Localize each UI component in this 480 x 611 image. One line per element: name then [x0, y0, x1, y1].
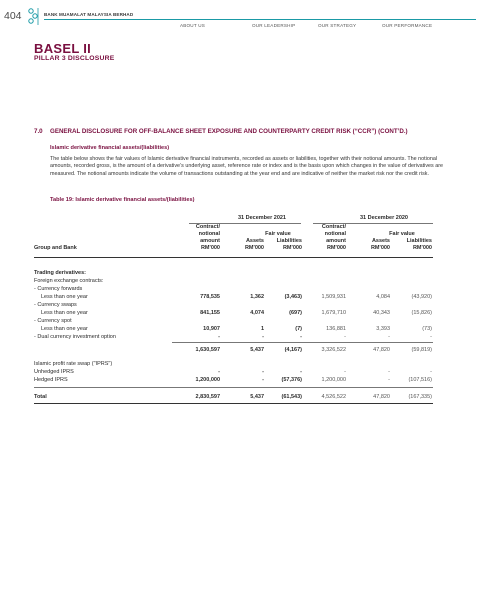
- cell: 841,155: [200, 310, 220, 316]
- cell: -: [218, 334, 220, 340]
- cell: -: [430, 369, 432, 375]
- cell: 3,393: [376, 326, 390, 332]
- row-label: Less than one year: [41, 310, 88, 316]
- col-unit-previous-2: RM'000: [370, 245, 390, 251]
- col-contract-previous: Contract/: [321, 224, 346, 230]
- cell: -: [388, 334, 390, 340]
- cell: -: [262, 369, 264, 375]
- section-subheading: Islamic derivative financial assets/(liabilities): [50, 145, 170, 151]
- cell: (697): [289, 310, 302, 316]
- cell: (43,920): [411, 294, 432, 300]
- nav-our-leadership[interactable]: OUR LEADERSHIP: [252, 23, 296, 28]
- cell: -: [388, 369, 390, 375]
- col-unit-current-1: RM'000: [200, 245, 220, 251]
- cell: -: [388, 377, 390, 383]
- page-number: 404: [4, 10, 22, 22]
- nav-our-performance[interactable]: OUR PERFORMANCE: [382, 23, 433, 28]
- cell-total: 2,830,597: [195, 394, 220, 400]
- row-header-group-bank: Group and Bank: [34, 245, 77, 251]
- company-name: BANK MUAMALAT MALAYSIA BERHAD: [44, 12, 134, 17]
- section-number: 7.0: [34, 128, 43, 135]
- cell: 1,200,000: [321, 377, 346, 383]
- row-label: Hedged IPRS: [34, 377, 68, 383]
- cell: 40,343: [373, 310, 390, 316]
- cell-total: (167,335): [408, 394, 432, 400]
- period-previous: 31 December 2020: [359, 215, 408, 221]
- row-label: - Dual currency investment option: [34, 334, 116, 340]
- nav-about-us[interactable]: ABOUT US: [180, 23, 205, 28]
- col-contract-current: Contract/: [195, 224, 220, 230]
- header-bottom-rule: [34, 257, 433, 258]
- cell-subtotal: 47,820: [373, 347, 390, 353]
- cell: -: [300, 334, 302, 340]
- cell: 1,200,000: [195, 377, 220, 383]
- col-fairvalue-current: Fair value: [265, 231, 291, 237]
- cell-total: (61,543): [281, 394, 302, 400]
- row-label: Less than one year: [41, 294, 88, 300]
- col-notional-current: notional: [198, 231, 220, 237]
- col-liabilities-previous: Liabilities: [406, 238, 432, 244]
- cell-subtotal: 5,437: [250, 347, 264, 353]
- col-amount-previous: amount: [326, 238, 346, 244]
- cell: 4,074: [250, 310, 264, 316]
- row-label: Unhedged IPRS: [34, 369, 74, 375]
- subtotal-top-rule: [172, 342, 433, 343]
- row-label: Less than one year: [41, 326, 88, 332]
- cell: 10,907: [203, 326, 220, 332]
- col-liabilities-current: Liabilities: [276, 238, 302, 244]
- section-paragraph: The table below shows the fair values of Islamic derivative financial instruments, recorded as assets or liabilities, together with their notional amounts. The notional amounts, recorded gross, is the amount of a derivative’s underlying asset, reference rate or index and is the basis upon which changes in the value of derivatives are measured. The notional amounts indicate the volume of transactions outstanding at the year end and are indicative of neither the market risk nor the credit risk.: [50, 156, 444, 177]
- row-label: Foreign exchange contracts:: [34, 278, 104, 284]
- col-unit-current-2: RM'000: [244, 245, 264, 251]
- cell-subtotal: 1,630,597: [195, 347, 220, 353]
- row-label: - Currency spot: [34, 318, 72, 324]
- cell: (107,516): [408, 377, 432, 383]
- cell: -: [300, 369, 302, 375]
- cell-total: 4,526,522: [321, 394, 346, 400]
- row-label-total: Total: [34, 394, 47, 400]
- col-amount-current: amount: [200, 238, 220, 244]
- cell: 136,881: [326, 326, 346, 332]
- cell: -: [262, 377, 264, 383]
- cell: 1,679,710: [321, 310, 346, 316]
- period-current: 31 December 2021: [237, 215, 286, 221]
- cell-subtotal: (59,819): [411, 347, 432, 353]
- document-title: BASEL II: [34, 41, 92, 56]
- col-unit-previous-1: RM'000: [326, 245, 346, 251]
- col-unit-current-3: RM'000: [282, 245, 302, 251]
- cell: -: [344, 334, 346, 340]
- section-title: GENERAL DISCLOSURE FOR OFF-BALANCE SHEET EXPOSURE AND COUNTERPARTY CREDIT RISK (“CCR”) (CONT’D.): [50, 128, 408, 135]
- row-label: - Currency swaps: [34, 302, 77, 308]
- col-assets-current: Assets: [245, 238, 264, 244]
- row-label: - Currency forwards: [34, 286, 83, 292]
- header-divider: [44, 19, 476, 20]
- cell: 1: [260, 326, 264, 332]
- document-subtitle: PILLAR 3 DISCLOSURE: [34, 55, 115, 62]
- col-assets-previous: Assets: [371, 238, 390, 244]
- cell: 778,535: [200, 294, 220, 300]
- cell: 1,509,931: [321, 294, 346, 300]
- cell: -: [430, 334, 432, 340]
- total-bottom-rule: [34, 403, 433, 404]
- bank-logo-icon: [26, 6, 42, 26]
- cell: 4,084: [376, 294, 390, 300]
- total-top-rule: [34, 387, 433, 388]
- cell: (73): [422, 326, 432, 332]
- col-notional-previous: notional: [324, 231, 346, 237]
- cell: (7): [295, 326, 302, 332]
- cell: (15,826): [411, 310, 432, 316]
- cell: -: [344, 369, 346, 375]
- cell: -: [218, 369, 220, 375]
- table-title: Table 19: Islamic derivative financial assets/(liabilities): [50, 197, 195, 203]
- cell-total: 47,820: [373, 394, 390, 400]
- cell: (57,376): [281, 377, 302, 383]
- cell-total: 5,437: [250, 394, 264, 400]
- cell: (3,463): [284, 294, 302, 300]
- col-fairvalue-previous: Fair value: [389, 231, 415, 237]
- col-unit-previous-3: RM'000: [412, 245, 432, 251]
- cell: 1,362: [250, 294, 264, 300]
- cell: -: [262, 334, 264, 340]
- cell-subtotal: 3,326,522: [321, 347, 346, 353]
- cell-subtotal: (4,167): [284, 347, 302, 353]
- nav-our-strategy[interactable]: OUR STRATEGY: [318, 23, 357, 28]
- row-label: Islamic profit rate swap ("IPRS"): [34, 361, 113, 367]
- row-label: Trading derivatives:: [34, 270, 86, 276]
- page-header: [0, 0, 480, 30]
